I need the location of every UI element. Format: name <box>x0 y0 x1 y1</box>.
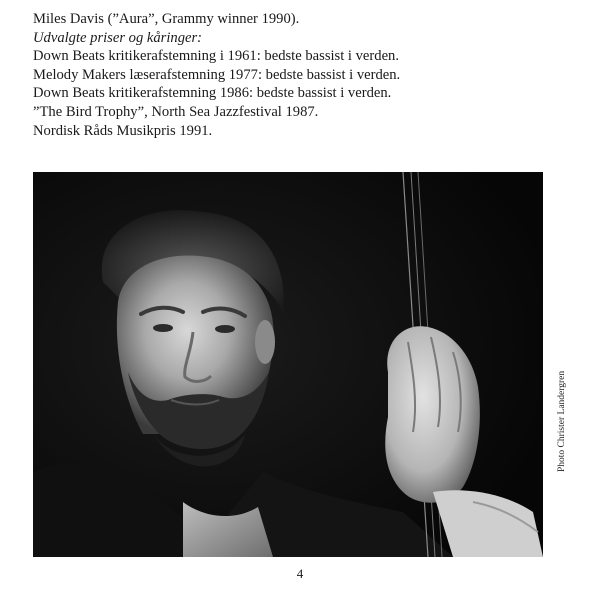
page-number: 4 <box>296 566 304 581</box>
portrait-photo <box>33 172 543 557</box>
awards-heading: Udvalgte priser og kåringer: <box>33 29 203 46</box>
award-item: Down Beats kritikerafstemning i 1961: bedste bassist i verden. <box>33 48 399 65</box>
left-eye <box>153 324 173 332</box>
award-item: Down Beats kritikerafstemning 1986: bedste bassist i verden. <box>33 85 392 102</box>
award-item: Melody Makers læserafstemning 1977: bedste bassist i verden. <box>33 66 401 83</box>
award-item: ”The Bird Trophy”, North Sea Jazzfestival 1987. <box>33 103 319 120</box>
intro-line: Miles Davis (”Aura”, Grammy winner 1990). <box>33 11 300 27</box>
text-block <box>33 10 573 140</box>
ear <box>255 320 275 364</box>
award-item: Nordisk Råds Musikpris 1991. <box>33 122 213 139</box>
right-eye <box>215 325 235 333</box>
portrait-illustration <box>33 172 543 557</box>
photo-credit: Photo Christer Landergren <box>557 370 567 472</box>
